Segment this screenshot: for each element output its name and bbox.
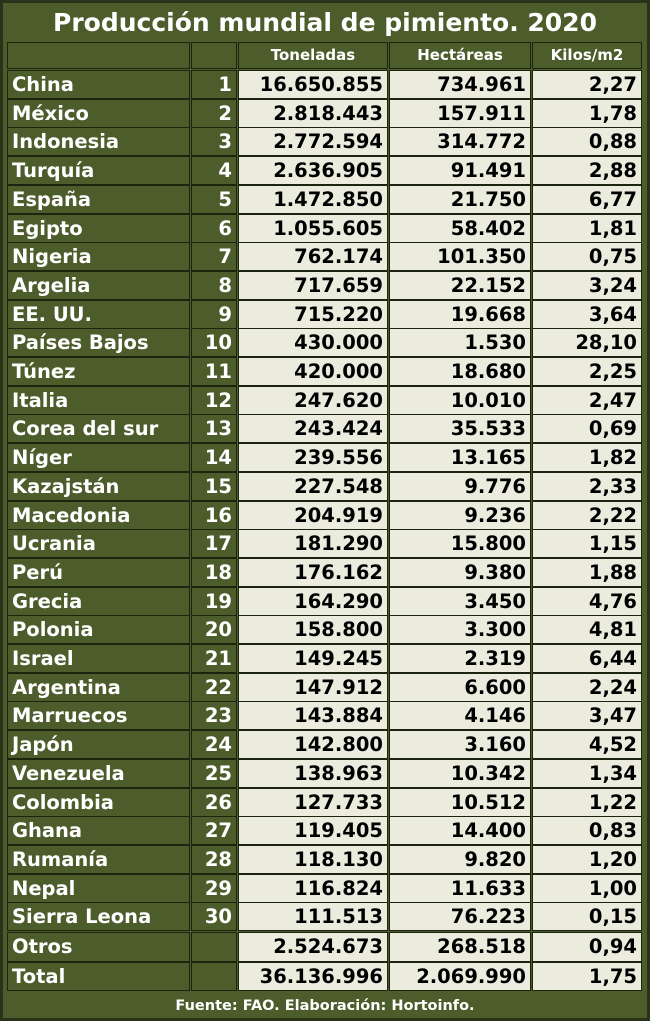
table-row-rank: 17	[191, 529, 237, 558]
table-row-toneladas: 762.174	[238, 242, 388, 271]
table-row-toneladas: 430.000	[238, 328, 388, 357]
table-row-kilos-m2: 2,22	[532, 501, 642, 530]
otros-row-kilos-m2: 0,94	[532, 932, 642, 962]
table-row-country: Nepal	[7, 874, 190, 903]
table-row-rank: 10	[191, 328, 237, 357]
table-row-country: Ucrania	[7, 529, 190, 558]
total-row-kilos-m2: 1,75	[532, 962, 642, 991]
table-row-hectareas: 91.491	[389, 156, 531, 185]
table-row-country: Venezuela	[7, 759, 190, 788]
table-row-rank: 27	[191, 816, 237, 845]
table-row-hectareas: 314.772	[389, 127, 531, 156]
table-row-toneladas: 127.733	[238, 788, 388, 817]
table-row-country: Colombia	[7, 788, 190, 817]
table-row-rank: 29	[191, 874, 237, 903]
table-row-hectareas: 10.342	[389, 759, 531, 788]
table-row-hectareas: 734.961	[389, 70, 531, 99]
table-row-kilos-m2: 1,15	[532, 529, 642, 558]
table-row-kilos-m2: 2,24	[532, 673, 642, 702]
table-row-rank: 13	[191, 414, 237, 443]
table-row-hectareas: 76.223	[389, 902, 531, 931]
column-header-toneladas: Toneladas	[238, 42, 388, 69]
table-row-country: Egipto	[7, 214, 190, 243]
table-row-kilos-m2: 0,83	[532, 816, 642, 845]
table-row-hectareas: 3.160	[389, 730, 531, 759]
table-row-kilos-m2: 2,27	[532, 70, 642, 99]
table-row-rank: 24	[191, 730, 237, 759]
table-row-rank: 12	[191, 386, 237, 415]
table-row-kilos-m2: 1,34	[532, 759, 642, 788]
otros-row-rank	[191, 932, 237, 962]
table-row-kilos-m2: 2,25	[532, 357, 642, 386]
table-row-hectareas: 3.300	[389, 615, 531, 644]
table-row-hectareas: 22.152	[389, 271, 531, 300]
table-row-hectareas: 11.633	[389, 874, 531, 903]
table-row-toneladas: 142.800	[238, 730, 388, 759]
table-row-toneladas: 119.405	[238, 816, 388, 845]
table-row-kilos-m2: 6,77	[532, 185, 642, 214]
table-row-hectareas: 15.800	[389, 529, 531, 558]
table-row-toneladas: 243.424	[238, 414, 388, 443]
table-row-rank: 23	[191, 701, 237, 730]
table-row-hectareas: 10.010	[389, 386, 531, 415]
table-row-hectareas: 9.380	[389, 558, 531, 587]
table-row-rank: 25	[191, 759, 237, 788]
table-row-country: México	[7, 99, 190, 128]
table-row-rank: 20	[191, 615, 237, 644]
table-row-rank: 1	[191, 70, 237, 99]
table-row-country: Kazajstán	[7, 472, 190, 501]
table-row-toneladas: 149.245	[238, 644, 388, 673]
table-row-toneladas: 204.919	[238, 501, 388, 530]
total-row-toneladas: 36.136.996	[238, 962, 388, 991]
table-row-kilos-m2: 28,10	[532, 328, 642, 357]
table-row-country: Perú	[7, 558, 190, 587]
table-row-country: Túnez	[7, 357, 190, 386]
table-row-toneladas: 2.818.443	[238, 99, 388, 128]
table-row-country: Turquía	[7, 156, 190, 185]
table-row-kilos-m2: 1,00	[532, 874, 642, 903]
table-row-country: Países Bajos	[7, 328, 190, 357]
table-row-kilos-m2: 4,76	[532, 587, 642, 616]
table-row-hectareas: 58.402	[389, 214, 531, 243]
table-row-rank: 6	[191, 214, 237, 243]
table-row-country: Nigeria	[7, 242, 190, 271]
table-row-country: Israel	[7, 644, 190, 673]
table-row-toneladas: 239.556	[238, 443, 388, 472]
table-row-hectareas: 21.750	[389, 185, 531, 214]
table-row-toneladas: 420.000	[238, 357, 388, 386]
table-row-kilos-m2: 2,47	[532, 386, 642, 415]
table-row-rank: 4	[191, 156, 237, 185]
table-row-toneladas: 1.472.850	[238, 185, 388, 214]
table-row-rank: 2	[191, 99, 237, 128]
table-row-toneladas: 111.513	[238, 902, 388, 931]
table-row-rank: 3	[191, 127, 237, 156]
table-row-kilos-m2: 3,24	[532, 271, 642, 300]
table-row-kilos-m2: 0,69	[532, 414, 642, 443]
table-row-hectareas: 9.236	[389, 501, 531, 530]
table-row-country: España	[7, 185, 190, 214]
table-row-rank: 21	[191, 644, 237, 673]
table-row-hectareas: 18.680	[389, 357, 531, 386]
table-row-toneladas: 164.290	[238, 587, 388, 616]
table-row-country: Grecia	[7, 587, 190, 616]
table-row-rank: 15	[191, 472, 237, 501]
table-row-hectareas: 19.668	[389, 300, 531, 329]
total-row-rank	[191, 962, 237, 991]
table-row-country: Indonesia	[7, 127, 190, 156]
table-row-hectareas: 6.600	[389, 673, 531, 702]
table-row-rank: 14	[191, 443, 237, 472]
table-row-hectareas: 9.776	[389, 472, 531, 501]
column-header-blank	[191, 42, 237, 69]
table-row-country: Marruecos	[7, 701, 190, 730]
table-row-rank: 9	[191, 300, 237, 329]
table-row-country: Macedonia	[7, 501, 190, 530]
table-row-hectareas: 4.146	[389, 701, 531, 730]
table-row-country: Argelia	[7, 271, 190, 300]
table-row-toneladas: 118.130	[238, 845, 388, 874]
table-row-country: Italia	[7, 386, 190, 415]
table-row-toneladas: 176.162	[238, 558, 388, 587]
table-title: Producción mundial de pimiento. 2020	[53, 8, 597, 37]
table-row-rank: 26	[191, 788, 237, 817]
table-row-country: China	[7, 70, 190, 99]
otros-row-hectareas: 268.518	[389, 932, 531, 962]
otros-row-country: Otros	[7, 932, 190, 962]
table-row-hectareas: 10.512	[389, 788, 531, 817]
table-row-kilos-m2: 0,75	[532, 242, 642, 271]
table-row-hectareas: 2.319	[389, 644, 531, 673]
table-row-rank: 7	[191, 242, 237, 271]
table-row-toneladas: 116.824	[238, 874, 388, 903]
source-note: Fuente: FAO. Elaboración: Hortoinfo.	[175, 998, 475, 1014]
table-row-toneladas: 227.548	[238, 472, 388, 501]
table-row-rank: 28	[191, 845, 237, 874]
table-row-hectareas: 3.450	[389, 587, 531, 616]
table-row-kilos-m2: 1,20	[532, 845, 642, 874]
table-row-hectareas: 9.820	[389, 845, 531, 874]
table-row-hectareas: 35.533	[389, 414, 531, 443]
table-row-hectareas: 101.350	[389, 242, 531, 271]
column-header-kilos-m2: Kilos/m2	[532, 42, 642, 69]
table-row-kilos-m2: 4,81	[532, 615, 642, 644]
table-row-country: Polonia	[7, 615, 190, 644]
table-row-kilos-m2: 1,82	[532, 443, 642, 472]
table-row-hectareas: 13.165	[389, 443, 531, 472]
table-row-rank: 5	[191, 185, 237, 214]
table-row-toneladas: 2.636.905	[238, 156, 388, 185]
total-row-country: Total	[7, 962, 190, 991]
table-row-kilos-m2: 3,47	[532, 701, 642, 730]
table-row-rank: 11	[191, 357, 237, 386]
table-row-kilos-m2: 4,52	[532, 730, 642, 759]
table-row-toneladas: 715.220	[238, 300, 388, 329]
table-row-toneladas: 143.884	[238, 701, 388, 730]
table-row-toneladas: 717.659	[238, 271, 388, 300]
table-row-toneladas: 247.620	[238, 386, 388, 415]
table-row-kilos-m2: 2,88	[532, 156, 642, 185]
table-row-kilos-m2: 1,81	[532, 214, 642, 243]
column-header-blank	[7, 42, 190, 69]
table-row-kilos-m2: 3,64	[532, 300, 642, 329]
table-row-country: Argentina	[7, 673, 190, 702]
table-row-rank: 30	[191, 902, 237, 931]
total-row-hectareas: 2.069.990	[389, 962, 531, 991]
table-row-hectareas: 14.400	[389, 816, 531, 845]
table-row-toneladas: 147.912	[238, 673, 388, 702]
table-row-kilos-m2: 0,88	[532, 127, 642, 156]
table-row-toneladas: 181.290	[238, 529, 388, 558]
table-row-country: Japón	[7, 730, 190, 759]
table-row-country: Ghana	[7, 816, 190, 845]
table-row-hectareas: 1.530	[389, 328, 531, 357]
table-row-kilos-m2: 2,33	[532, 472, 642, 501]
column-header-hectareas: Hectáreas	[389, 42, 531, 69]
table-row-rank: 22	[191, 673, 237, 702]
table-row-country: EE. UU.	[7, 300, 190, 329]
table-row-country: Sierra Leona	[7, 902, 190, 931]
table-row-kilos-m2: 0,15	[532, 902, 642, 931]
table-row-kilos-m2: 1,78	[532, 99, 642, 128]
table-row-rank: 8	[191, 271, 237, 300]
table-row-country: Corea del sur	[7, 414, 190, 443]
table-row-hectareas: 157.911	[389, 99, 531, 128]
table-row-toneladas: 16.650.855	[238, 70, 388, 99]
table-row-kilos-m2: 6,44	[532, 644, 642, 673]
table-row-toneladas: 1.055.605	[238, 214, 388, 243]
table-row-rank: 16	[191, 501, 237, 530]
table-row-kilos-m2: 1,88	[532, 558, 642, 587]
table-row-country: Rumanía	[7, 845, 190, 874]
otros-row-toneladas: 2.524.673	[238, 932, 388, 962]
table-row-rank: 18	[191, 558, 237, 587]
table-row-toneladas: 2.772.594	[238, 127, 388, 156]
table-row-rank: 19	[191, 587, 237, 616]
table-row-toneladas: 158.800	[238, 615, 388, 644]
table-row-toneladas: 138.963	[238, 759, 388, 788]
table-row-kilos-m2: 1,22	[532, 788, 642, 817]
table-row-country: Níger	[7, 443, 190, 472]
